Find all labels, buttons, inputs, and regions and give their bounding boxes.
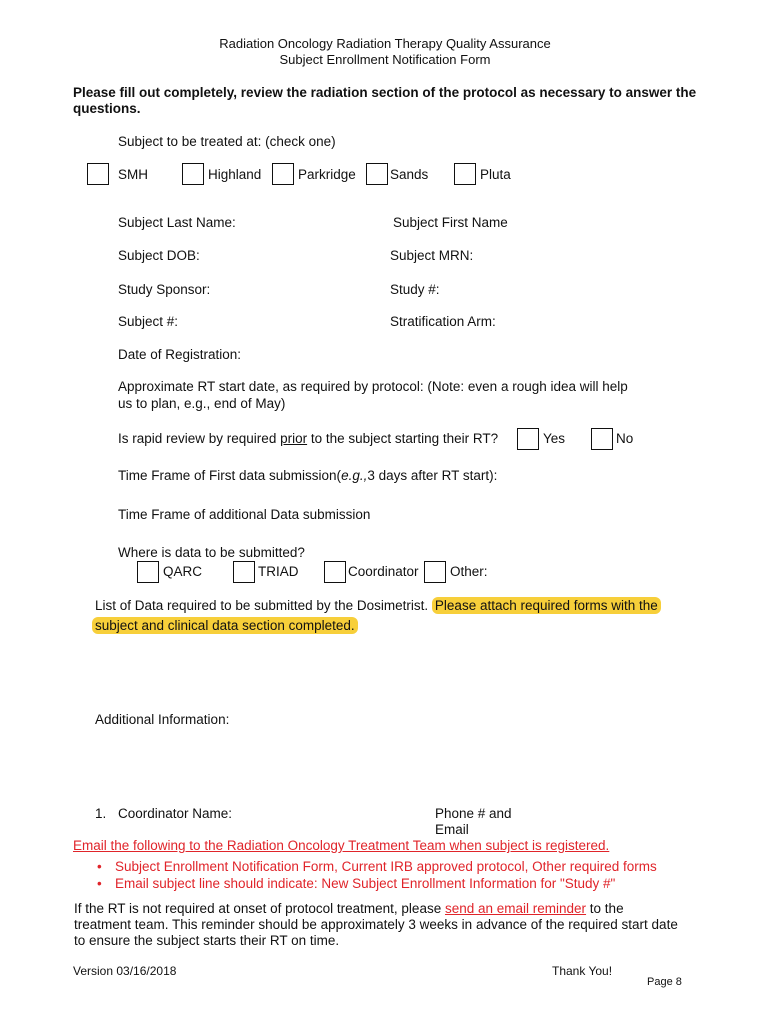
- rt-start-date-label-line2: us to plan, e.g., end of May): [118, 396, 286, 411]
- option-smh-label: SMH: [118, 167, 148, 182]
- date-of-registration-label: Date of Registration:: [118, 347, 242, 362]
- option-highland-label: Highland: [208, 167, 262, 182]
- reminder-line3: to ensure the subject starts their RT on time.: [74, 933, 340, 948]
- form-header-line1: Radiation Oncology Radiation Therapy Quality Assurance: [219, 36, 551, 51]
- thank-you-text: Thank You!: [552, 964, 613, 978]
- time-frame-first-label: Time Frame of First data submission(e.g.,3 days after RT start):: [118, 468, 498, 483]
- checkbox-smh[interactable]: [87, 163, 109, 185]
- send-email-reminder-link[interactable]: send an email reminder: [444, 901, 587, 916]
- option-sands-label: Sands: [390, 167, 429, 182]
- bullet-item: • Subject Enrollment Notification Form, Current IRB approved protocol, Other required forms: [95, 858, 735, 875]
- coordinator-name-label: Coordinator Name:: [118, 806, 233, 821]
- subject-mrn-label: Subject MRN:: [390, 248, 474, 263]
- email-bullets: [95, 858, 735, 892]
- phone-email-label-line1: Phone # and: [435, 806, 512, 821]
- checkbox-pluta[interactable]: [454, 163, 476, 185]
- option-coordinator-label: Coordinator: [348, 564, 419, 579]
- option-pluta-label: Pluta: [480, 167, 511, 182]
- reminder-line1: If the RT is not required at onset of protocol treatment, please send an email reminder to the: [74, 901, 624, 916]
- checkbox-coordinator[interactable]: [324, 561, 346, 583]
- phone-email-label-line2: Email: [435, 822, 469, 837]
- subject-first-name-label: Subject First Name: [393, 215, 508, 230]
- checkbox-sands[interactable]: [366, 163, 388, 185]
- page-number: Page 8: [647, 976, 682, 988]
- version-text: Version 03/16/2018: [73, 964, 177, 978]
- dosimetrist-data-label-line2: [92, 618, 358, 634]
- attach-forms-highlight-line2: subject and clinical data section completed.: [92, 617, 358, 634]
- subject-dob-label: Subject DOB:: [118, 248, 200, 263]
- checkbox-rapid-review-no[interactable]: [591, 428, 613, 450]
- submit-where-label: Where is data to be submitted?: [118, 545, 305, 560]
- instructions: Please fill out completely, review the radiation section of the protocol as necessary to answer the questions.: [73, 85, 697, 116]
- subject-number-label: Subject #:: [118, 314, 179, 329]
- checkbox-rapid-review-yes[interactable]: [517, 428, 539, 450]
- coordinator-number: 1.: [95, 806, 107, 821]
- option-qarc-label: QARC: [163, 564, 203, 579]
- attach-forms-highlight: Please attach required forms with the: [432, 597, 661, 614]
- checkbox-highland[interactable]: [182, 163, 204, 185]
- dosimetrist-data-label: List of Data required to be submitted by the Dosimetrist. Please attach required forms with the: [95, 598, 661, 614]
- form-header-line2: Subject Enrollment Notification Form: [279, 52, 491, 67]
- rapid-review-question: Is rapid review by required prior to the subject starting their RT?: [118, 431, 499, 446]
- checkbox-qarc[interactable]: [137, 561, 159, 583]
- study-sponsor-label: Study Sponsor:: [118, 282, 211, 297]
- checkbox-parkridge[interactable]: [272, 163, 294, 185]
- rt-start-date-label-line1: Approximate RT start date, as required by protocol: (Note: even a rough idea will help: [118, 379, 628, 394]
- checkbox-other[interactable]: [424, 561, 446, 583]
- subject-last-name-label: Subject Last Name:: [118, 215, 236, 230]
- email-notice: Email the following to the Radiation Oncology Treatment Team when subject is registered.: [73, 838, 610, 853]
- study-number-label: Study #:: [390, 282, 440, 297]
- rapid-review-no-label: No: [616, 431, 634, 446]
- rapid-review-yes-label: Yes: [543, 431, 566, 446]
- treated-at-label: Subject to be treated at: (check one): [118, 134, 336, 149]
- additional-information-label: Additional Information:: [95, 712, 230, 727]
- option-triad-label: TRIAD: [258, 564, 299, 579]
- checkbox-triad[interactable]: [233, 561, 255, 583]
- time-frame-additional-label: Time Frame of additional Data submission: [118, 507, 371, 522]
- option-other-label: Other:: [450, 564, 488, 579]
- option-parkridge-label: Parkridge: [298, 167, 356, 182]
- stratification-arm-label: Stratification Arm:: [390, 314, 496, 329]
- reminder-line2: treatment team. This reminder should be approximately 3 weeks in advance of the required start date: [74, 917, 678, 932]
- bullet-item: • Email subject line should indicate: New Subject Enrollment Information for "Study #": [95, 875, 735, 892]
